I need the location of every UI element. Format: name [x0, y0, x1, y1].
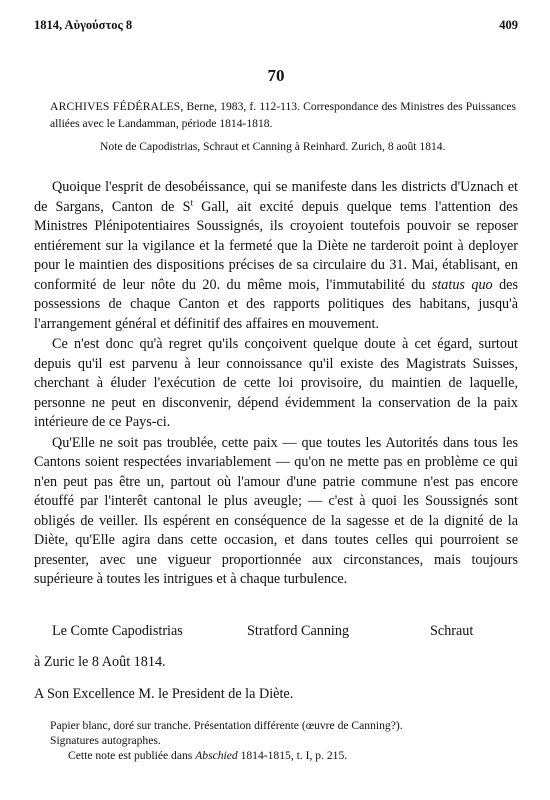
footnote-publication-text-b: 1814-1815, t. I, p. 215. — [237, 749, 348, 762]
place-date: à Zuric le 8 Août 1814. — [34, 654, 166, 670]
source-details: , Berne, 1983, f. 112-113. Correspondance des Ministres des Puissances alliées avec le Landamman, période 1814-1818. — [50, 100, 516, 130]
paragraph-1-text-c: des possessions de chaque Canton et des rapports politiques des habitans, jusqu'à l'arrangement général et définitif des affaires en mouvement. — [34, 276, 518, 332]
footnote-publication-text-a: Cette note est publiée dans — [68, 749, 196, 762]
signature-capodistrias: Le Comte Capodistrias — [52, 623, 183, 639]
signatures — [52, 623, 518, 643]
status-quo-italic: status quo — [431, 276, 493, 293]
source-reference — [50, 98, 516, 132]
footnotes — [50, 718, 516, 763]
footnote-publication — [50, 748, 516, 763]
paragraph-2: Ce n'est donc qu'à regret qu'ils conçoivent quelque doute à cet égard, surtout depuis qu'il est parvenu à leur connoissance qu'il existe des Magistrats Suisses, cherchant à éluder l'exécution de cette loi provisoire, du maintien de laquelle, personne ne peut en disconvenir, dépend évidemment la conservation de la paix intérieure de ce Pays-ci. — [34, 336, 518, 430]
superscript-t: t — [190, 196, 193, 207]
running-head — [34, 18, 518, 34]
paragraph-1-text-b: Gall, ait excité depuis quelque tems l'attention des Ministres Plénipotentiaires Soussignés, ils croyoient toutefois pouvoir se reposer entiérement sur la vigilance et la fermeté que la Diète ne tarderoit point à deployer pour le maintien des dispositions précises de sa circulaire du 31. Mai, établisant, en conformité de leur nôte du 20. du même mois, l'immutabilité du — [34, 198, 518, 293]
addressee: A Son Excellence M. le President de la Diète. — [34, 686, 294, 702]
paragraph-1-text-a: Quoique l'esprit de desobéissance, qui se manifeste dans les districts d'Uznach et de Sargans, Canton de S — [34, 179, 518, 215]
running-head-date: 1814, Αὐγούστος 8 — [34, 18, 133, 32]
page-number: 409 — [499, 18, 518, 32]
paragraph-3: Qu'Elle ne soit pas troublée, cette paix — que toutes les Autorités dans tous les Cantons soient respectées invariablement — qu'on ne mette pas en problème ce qui n'en peut pas être un, partout où l'amour d'une patrie commune n'est pas encore étouffé par l'interêt cantonal le plus aveugle; — c'est à quoi les Soussignés sont obligés de veiller. Ils espérent en conséquence de la sagesse et de la dignité de la Diète, qu'Elle agira dans cette occasion, et dans toutes celles qui pourroient se presenter, avec une vigueur proportionnée aux circonstances, mais toujours supérieure à toutes les intrigues et à chaque turbulence. — [34, 434, 518, 587]
abschied-italic: Abschied — [195, 749, 238, 762]
archive-name: ARCHIVES FÉDÉRALES — [50, 100, 181, 113]
letter-body — [34, 178, 518, 591]
document-number: 70 — [267, 66, 285, 85]
signature-schraut: Schraut — [430, 623, 474, 639]
footnote-signatures: Signatures autographes. — [50, 734, 161, 747]
document-summary: Note de Capodistrias, Schraut et Canning à Reinhard. Zurich, 8 août 1814. — [100, 140, 446, 153]
paragraph-1 — [34, 178, 518, 334]
footnote-paper: Papier blanc, doré sur tranche. Présentation différente (œuvre de Canning?). — [50, 719, 403, 732]
signature-canning: Stratford Canning — [247, 623, 350, 639]
